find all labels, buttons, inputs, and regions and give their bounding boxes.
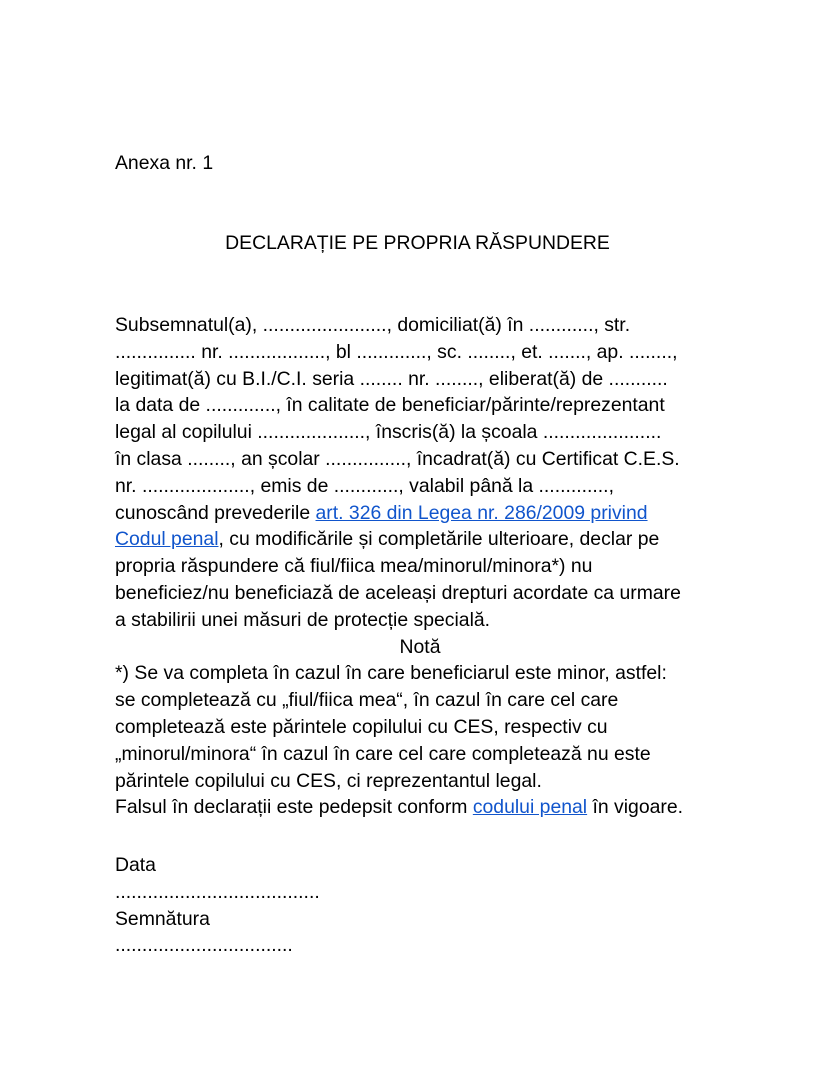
line-suffix: , cu modificările și completările ulterioare, declar pe	[218, 528, 660, 551]
signature-block	[115, 852, 320, 959]
declaration-line: beneficiez/nu beneficiază de aceleași drepturi acordate ca urmare	[115, 581, 681, 604]
declaration-line	[115, 500, 725, 527]
declaration-line: Subsemnatul(a), ......................., domiciliat(ă) în ............, str.	[115, 314, 631, 336]
line-prefix: cunoscând prevederile	[115, 501, 316, 524]
note-line: părintele copilului cu CES, ci reprezentantul legal.	[115, 769, 542, 792]
declaration-line: a stabilirii unei măsuri de protecție specială.	[115, 608, 491, 631]
note-line: completează este părintele copilului cu CES, respectiv cu	[115, 715, 608, 738]
declaration-line: la data de ............., în calitate de beneficiar/părinte/reprezentant	[115, 394, 665, 417]
law-article-link[interactable]: art. 326 din Legea nr. 286/2009 privind	[315, 501, 648, 524]
note-line: se completează cu „fiul/fiica mea“, în cazul în care cel care	[115, 689, 619, 712]
note-line: *) Se va completa în cazul în care beneficiarul este minor, astfel:	[115, 662, 667, 685]
declaration-line: în clasa ........, an școlar ..............., încadrat(ă) cu Certificat C.E.S.	[115, 447, 680, 470]
declaration-line	[115, 526, 725, 553]
declaration-line: propria răspundere că fiul/fiica mea/minorul/minora*) nu	[115, 555, 593, 578]
date-field: ......................................	[115, 880, 320, 903]
declaration-line: legitimat(ă) cu B.I./C.I. seria ........ nr. ........, eliberat(ă) de ...........	[115, 367, 668, 390]
penal-code-link-inline[interactable]: Codul penal	[115, 528, 219, 551]
declaration-body	[115, 312, 725, 821]
false-suffix: în vigoare.	[587, 796, 684, 819]
note-line: „minorul/minora“ în cazul în care cel care completează nu este	[115, 742, 651, 765]
date-label: Data	[115, 854, 156, 876]
false-prefix: Falsul în declarații este pedepsit conform	[115, 796, 473, 819]
penal-code-link[interactable]: codului penal	[472, 796, 588, 819]
signature-label: Semnătura	[115, 907, 210, 930]
false-statement-line	[115, 794, 725, 821]
declaration-line: legal al copilului ...................., înscris(ă) la școala ......................	[115, 421, 662, 444]
annex-label: Anexa nr. 1	[115, 152, 214, 174]
signature-field: .................................	[115, 934, 293, 957]
note-heading: Notă	[399, 635, 441, 658]
declaration-line: nr. ...................., emis de ............, valabil până la .............,	[115, 474, 614, 497]
declaration-line: ............... nr. .................., bl ............., sc. ........, et. ......., ap. ........,	[115, 340, 678, 363]
document-title: DECLARAȚIE PE PROPRIA RĂSPUNDERE	[225, 232, 610, 254]
